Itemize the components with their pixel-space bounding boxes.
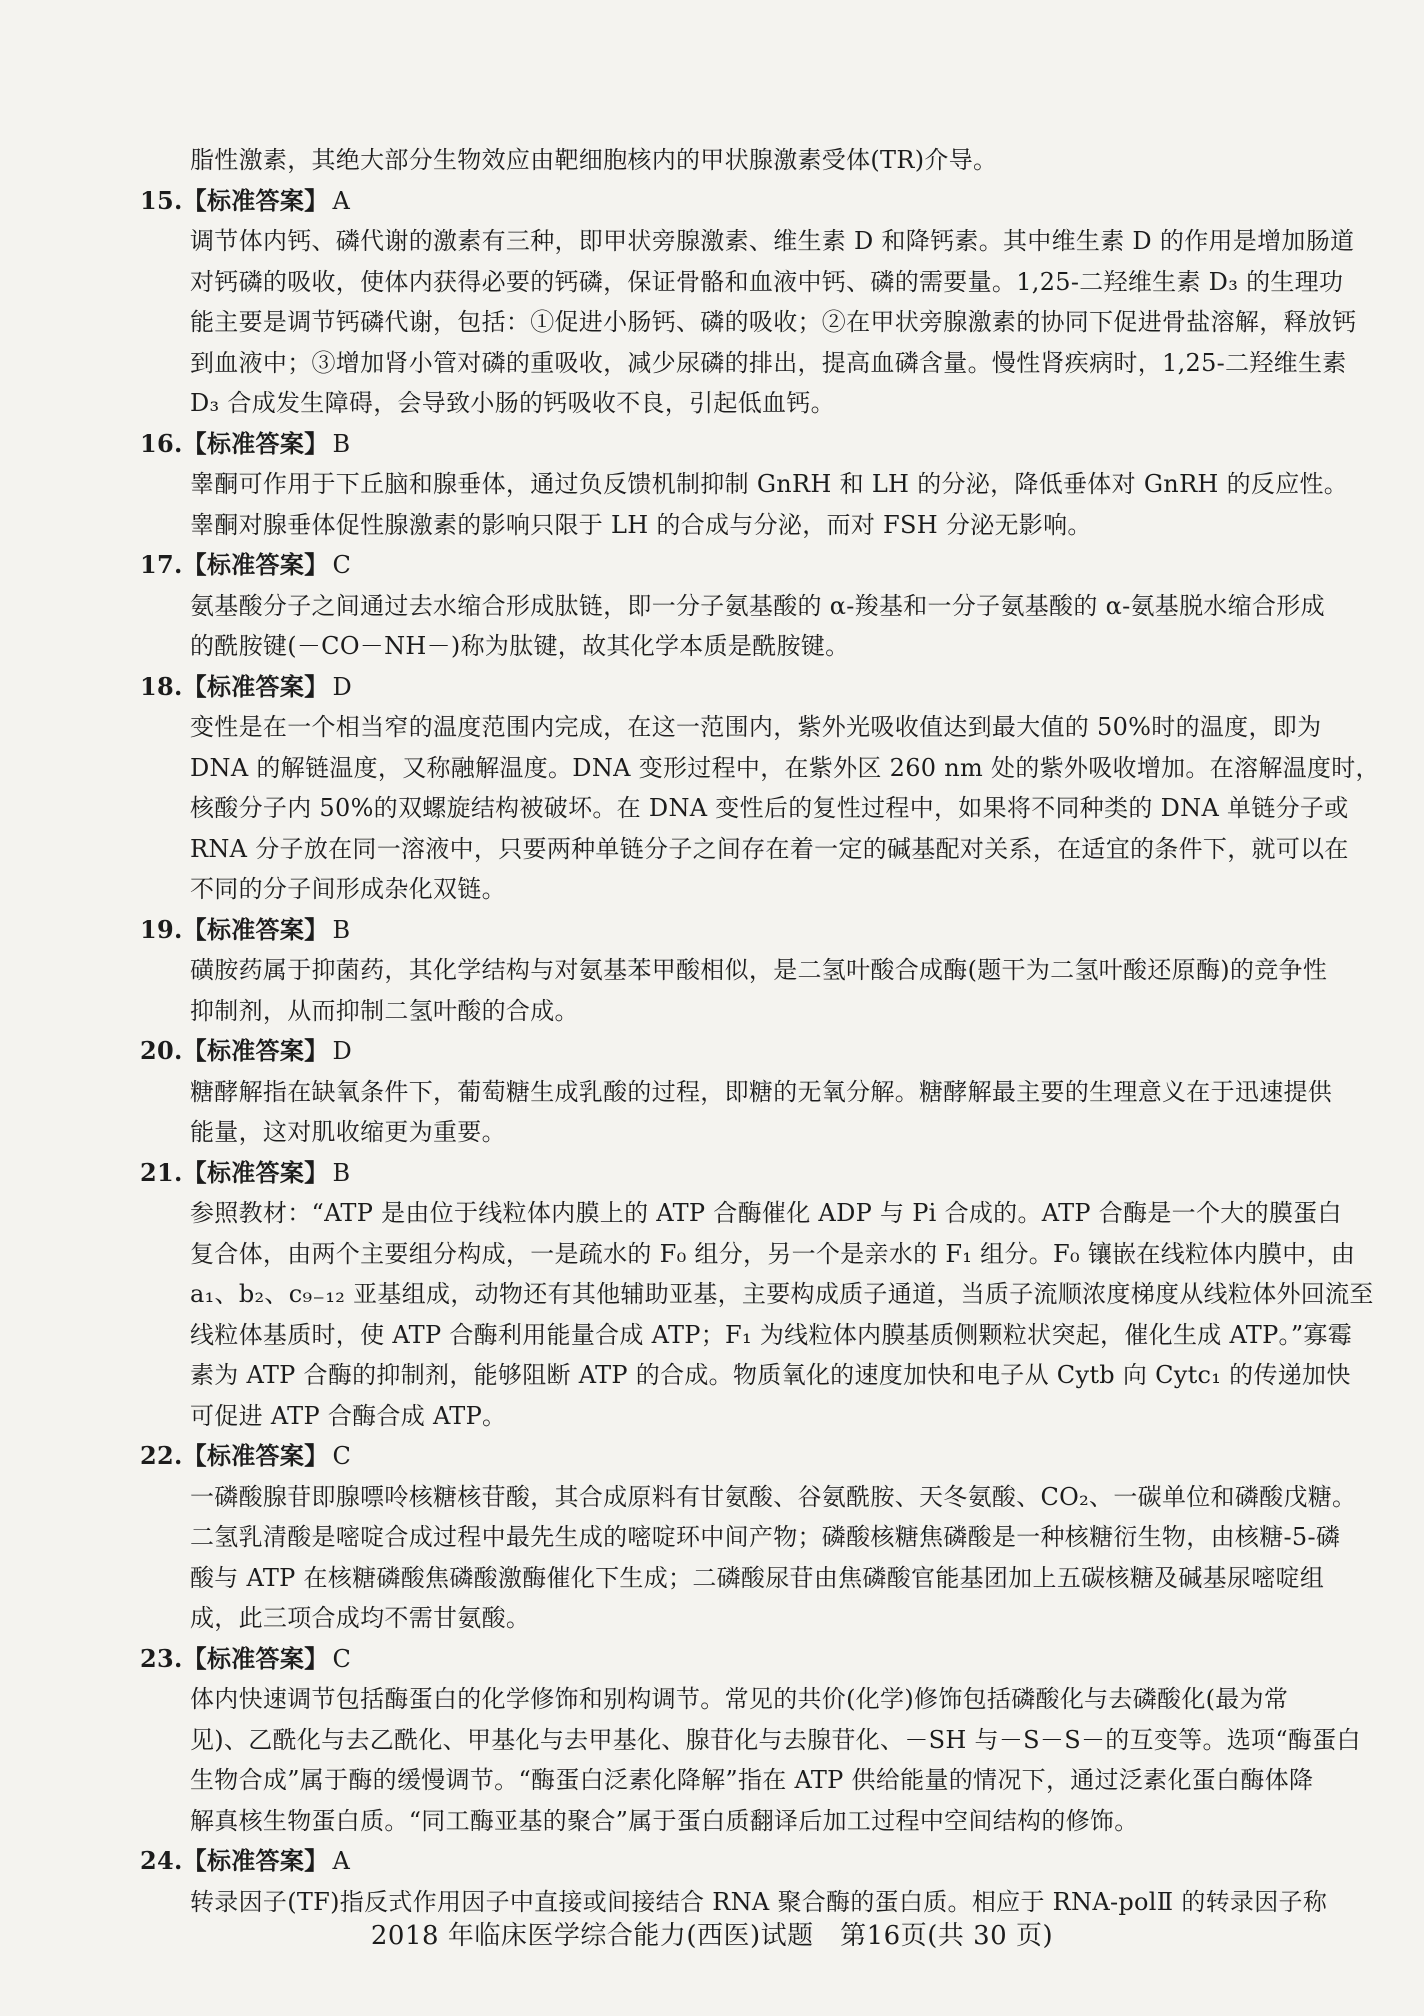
- intro-text: 脂性激素，其绝大部分生物效应由靶细胞核内的甲状腺激素受体(TR)介导。: [190, 146, 998, 174]
- answer-label: 【标准答案】: [182, 914, 329, 944]
- explanation-line: RNA 分子放在同一溶液中，只要两种单链分子之间存在着一定的碱基配对关系，在适宜的条件下，就可以在: [190, 834, 1349, 863]
- answer-letter: D: [332, 1037, 353, 1065]
- answer-label: 【标准答案】: [182, 671, 329, 701]
- explanation-line: 酸与 ATP 在核糖磷酸焦磷酸激酶催化下生成；二磷酸尿苷由焦磷酸官能基团加上五碳核糖及碱基尿嘧啶组: [190, 1563, 1325, 1592]
- answer-label: 【标准答案】: [182, 1036, 329, 1065]
- question-number: 19.: [140, 914, 183, 944]
- answer-label: 【标准答案】: [182, 185, 329, 215]
- question-block: [140, 910, 1360, 1032]
- explanation-line: 复合体，由两个主要组分构成，一是疏水的 F₀ 组分，另一个是亲水的 F₁ 组分。F₀ 镶嵌在线粒体内膜中，由: [190, 1239, 1356, 1268]
- explanation-line: 素为 ATP 合酶的抑制剂，能够阻断 ATP 的合成。物质氧化的速度加快和电子从 Cytb 向 Cytc₁ 的传递加快: [190, 1361, 1351, 1389]
- question-header: [140, 667, 1360, 708]
- question-block: [140, 1031, 1360, 1153]
- question-number: 18.: [140, 671, 183, 701]
- answer-letter: C: [332, 1644, 352, 1673]
- question-header: [140, 1841, 1360, 1882]
- explanation-line: 糖酵解指在缺氧条件下，葡萄糖生成乳酸的过程，即糖的无氧分解。糖酵解最主要的生理意义在于迅速提供: [190, 1077, 1333, 1106]
- explanation-line: 睾酮可作用于下丘脑和腺垂体，通过负反馈机制抑制 GnRH 和 LH 的分泌，降低垂体对 GnRH 的反应性。: [190, 470, 1349, 498]
- answer-letter: A: [332, 1847, 351, 1875]
- question-block: [140, 667, 1380, 910]
- explanation-line: 不同的分子间形成杂化双链。: [190, 875, 506, 903]
- explanation-line: 睾酮对腺垂体促性腺激素的影响只限于 LH 的合成与分泌，而对 FSH 分泌无影响。: [190, 510, 1092, 539]
- explanation-line: 氨基酸分子之间通过去水缩合形成肽链，即一分子氨基酸的 α-羧基和一分子氨基酸的 α-氨基脱水缩合形成: [190, 591, 1325, 620]
- explanation-line: 磺胺药属于抑菌药，其化学结构与对氨基苯甲酸相似，是二氢叶酸合成酶(题干为二氢叶酸还原酶)的竞争性: [190, 956, 1328, 984]
- question-block: [140, 1436, 1360, 1639]
- page-footer: 2018 年临床医学综合能力(西医)试题 第16页(共 30 页): [370, 1921, 1054, 1951]
- explanation-line: 到血液中；③增加肾小管对磷的重吸收，减少尿磷的排出，提高血磷含量。慢性肾疾病时，1,25-二羟维生素: [190, 348, 1347, 377]
- explanation-line: a₁、b₂、c₉₋₁₂ 亚基组成，动物还有其他辅助亚基，主要构成质子通道，当质子流顺浓度梯度从线粒体外回流至: [190, 1280, 1374, 1308]
- question-header: [140, 1436, 1360, 1477]
- question-number: 21.: [140, 1157, 183, 1187]
- question-header: [140, 1639, 1360, 1680]
- answer-letter: C: [332, 1442, 352, 1470]
- explanation-line: 一磷酸腺苷即腺嘌呤核糖核苷酸，其合成原料有甘氨酸、谷氨酰胺、天冬氨酸、CO₂、一碳单位和磷酸戊糖。: [190, 1482, 1357, 1511]
- answer-label: 【标准答案】: [182, 1157, 329, 1187]
- question-number: 16.: [140, 428, 183, 458]
- question-list: [140, 181, 1380, 1923]
- explanation-line: 参照教材：“ATP 是由位于线粒体内膜上的 ATP 合酶催化 ADP 与 Pi 合成的。ATP 合酶是一个大的膜蛋白: [190, 1199, 1342, 1227]
- explanation-line: 转录因子(TF)指反式作用因子中直接或间接结合 RNA 聚合酶的蛋白质。相应于 RNA-polⅡ 的转录因子称: [190, 1887, 1328, 1916]
- answer-content: [140, 140, 1380, 1922]
- question-header: [140, 1031, 1360, 1072]
- question-block: [140, 1639, 1360, 1842]
- explanation-line: 能主要是调节钙磷代谢，包括：①促进小肠钙、磷的吸收；②在甲状旁腺激素的协同下促进骨盐溶解，释放钙: [190, 308, 1357, 336]
- question-block: [140, 1153, 1374, 1437]
- explanation-line: 能量，这对肌收缩更为重要。: [190, 1118, 506, 1146]
- explanation-line: 成，此三项合成均不需甘氨酸。: [190, 1604, 531, 1632]
- explanation-line: 生物合成”属于酶的缓慢调节。“酶蛋白泛素化降解”指在 ATP 供给能量的情况下，通过泛素化蛋白酶体降: [190, 1766, 1314, 1794]
- explanation-line: D₃ 合成发生障碍，会导致小肠的钙吸收不良，引起低血钙。: [190, 389, 835, 417]
- answer-label: 【标准答案】: [182, 1643, 329, 1673]
- explanation-line: 线粒体基质时，使 ATP 合酶利用能量合成 ATP；F₁ 为线粒体内膜基质侧颗粒状突起，催化生成 ATP。”寡霉: [190, 1320, 1353, 1349]
- explanation-line: 的酰胺键(－CO－NH－)称为肽键，故其化学本质是酰胺键。: [190, 632, 850, 660]
- explanation-line: 二氢乳清酸是嘧啶合成过程中最先生成的嘧啶环中间产物；磷酸核糖焦磷酸是一种核糖衍生物，由核糖-5-磷: [190, 1523, 1341, 1551]
- answer-letter: A: [332, 186, 351, 215]
- question-number: 24.: [140, 1846, 183, 1875]
- answer-label: 【标准答案】: [182, 428, 329, 458]
- answer-label: 【标准答案】: [182, 550, 329, 579]
- question-number: 22.: [140, 1441, 183, 1470]
- question-number: 17.: [140, 550, 183, 579]
- question-block: [140, 545, 1360, 667]
- explanation-line: 调节体内钙、磷代谢的激素有三种，即甲状旁腺激素、维生素 D 和降钙素。其中维生素 D 的作用是增加肠道: [190, 227, 1355, 255]
- explanation-line: 抑制剂，从而抑制二氢叶酸的合成。: [190, 996, 579, 1025]
- question-block: [140, 181, 1360, 424]
- answer-letter: B: [332, 429, 351, 458]
- question-number: 23.: [140, 1643, 183, 1673]
- explanation-line: 见)、乙酰化与去乙酰化、甲基化与去甲基化、腺苷化与去腺苷化、－SH 与－S－S－的互变等。选项“酶蛋白: [190, 1725, 1361, 1754]
- answer-letter: C: [332, 551, 352, 579]
- explanation-line: 核酸分子内 50%的双螺旋结构被破坏。在 DNA 变性后的复性过程中，如果将不同种类的 DNA 单链分子或: [190, 794, 1349, 822]
- answer-letter: D: [332, 672, 353, 701]
- question-header: [140, 424, 1360, 465]
- answer-letter: B: [332, 1158, 351, 1187]
- answer-label: 【标准答案】: [182, 1441, 329, 1470]
- explanation-line: 体内快速调节包括酶蛋白的化学修饰和别构调节。常见的共价(化学)修饰包括磷酸化与去磷酸化(最为常: [190, 1685, 1289, 1713]
- explanation-line: DNA 的解链温度，又称融解温度。DNA 变形过程中，在紫外区 260 nm 处的紫外吸收增加。在溶解温度时，: [190, 753, 1380, 782]
- question-block: [140, 424, 1360, 546]
- question-block: [140, 1841, 1360, 1922]
- question-number: 15.: [140, 185, 183, 215]
- question-header: [140, 545, 1360, 586]
- question-number: 20.: [140, 1036, 183, 1065]
- explanation-line: 解真核生物蛋白质。“同工酶亚基的聚合”属于蛋白质翻译后加工过程中空间结构的修饰。: [190, 1806, 1139, 1835]
- question-header: [140, 181, 1360, 222]
- explanation-line: 可促进 ATP 合酶合成 ATP。: [190, 1401, 507, 1430]
- answer-label: 【标准答案】: [182, 1846, 329, 1875]
- question-header: [140, 1153, 1360, 1194]
- explanation-line: 对钙磷的吸收，使体内获得必要的钙磷，保证骨骼和血液中钙、磷的需要量。1,25-二羟维生素 D₃ 的生理功: [190, 267, 1344, 296]
- answer-letter: B: [332, 915, 351, 944]
- question-header: [140, 910, 1360, 951]
- explanation-line: 变性是在一个相当窄的温度范围内完成，在这一范围内，紫外光吸收值达到最大值的 50%时的温度，即为: [190, 713, 1322, 741]
